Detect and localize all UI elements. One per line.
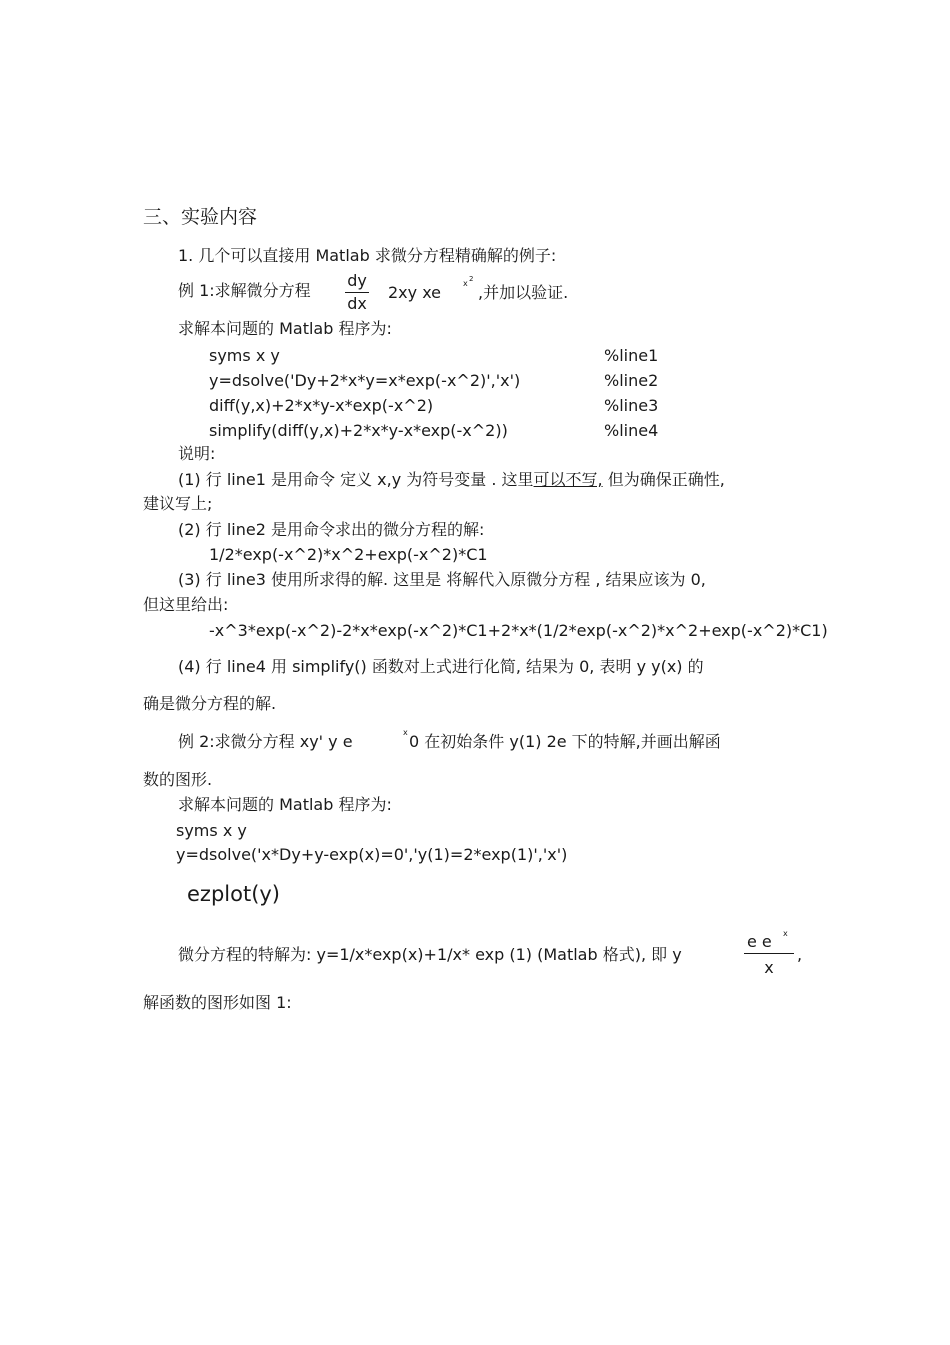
fraction-bar [744,953,794,954]
example-1-equation-rhs: 2xy xe [388,283,442,302]
fraction-denominator: dx [347,294,367,313]
fraction-numerator: dy [347,271,367,290]
note-1-after: 但为确保正确性, [602,470,725,489]
fraction-numerator: e e [747,932,772,951]
note-1-underlined: 可以不写, [533,470,603,489]
solution-exponent-x: x [783,929,788,938]
code-line-1: syms x y [209,346,280,365]
note-2-result: 1/2*exp(-x^2)*x^2+exp(-x^2)*C1 [209,545,488,564]
note-3-continuation: 但这里给出: [143,595,229,614]
example-1-exponent-x: x [463,279,468,288]
program-intro-2: 求解本问题的 Matlab 程序为: [178,795,392,814]
code2-line-1: syms x y [176,821,247,840]
note-4: (4) 行 line4 用 simplify() 函数对上式进行化简, 结果为 0, 表明 y y(x) 的 [178,657,704,676]
example-1-fraction [345,271,369,314]
example-2-continuation: 数的图形. [143,770,213,789]
note-title: 说明: [178,444,216,463]
note-4-continuation: 确是微分方程的解. [143,694,277,713]
fraction-denominator: x [764,958,774,977]
code-line-4: simplify(diff(y,x)+2*x*y-x*exp(-x^2)) [209,421,508,440]
code2-line-3: ezplot(y) [187,882,281,906]
program-intro-1: 求解本问题的 Matlab 程序为: [178,319,392,338]
solution-continuation: 解函数的图形如图 1: [143,993,292,1012]
code-comment-2: %line2 [604,371,659,390]
note-2: (2) 行 line2 是用命令求出的微分方程的解: [178,520,485,539]
note-1 [178,470,725,490]
item-1-text: 1. 几个可以直接用 Matlab 求微分方程精确解的例子: [178,246,557,265]
code-line-3: diff(y,x)+2*x*y-x*exp(-x^2) [209,396,434,415]
example-2-exponent-x: x [403,728,408,737]
example-1-prefix: 例 1:求解微分方程 [178,281,311,300]
note-1-before: (1) 行 line1 是用命令 定义 x,y 为符号变量 . 这里 [178,470,534,489]
fraction-bar [345,292,369,293]
example-1-suffix: ,并加以验证. [478,283,569,302]
code-comment-1: %line1 [604,346,659,365]
code-line-2: y=dsolve('Dy+2*x*y=x*exp(-x^2)','x') [209,371,521,390]
code2-line-2: y=dsolve('x*Dy+y-exp(x)=0','y(1)=2*exp(1)','x') [176,845,568,864]
note-1-continuation: 建议写上; [143,494,213,513]
example-1-exponent-2: 2 [469,275,474,283]
code-comment-3: %line3 [604,396,659,415]
code-comment-4: %line4 [604,421,659,440]
section-title: 三、实验内容 [143,206,258,228]
example-2-prefix: 例 2:求微分方程 xy' y e [178,732,353,751]
example-2-suffix: 0 在初始条件 y(1) 2e 下的特解,并画出解函 [409,732,721,751]
note-3-result: -x^3*exp(-x^2)-2*x*exp(-x^2)*C1+2*x*(1/2*exp(-x^2)*x^2+exp(-x^2)*C1) [209,621,828,640]
note-3: (3) 行 line3 使用所求得的解. 这里是 将解代入原微分方程 , 结果应该为 0, [178,570,706,589]
solution-text: 微分方程的特解为: y=1/x*exp(x)+1/x* exp (1) (Matlab 格式), 即 y [178,945,682,964]
solution-suffix: , [797,945,803,964]
